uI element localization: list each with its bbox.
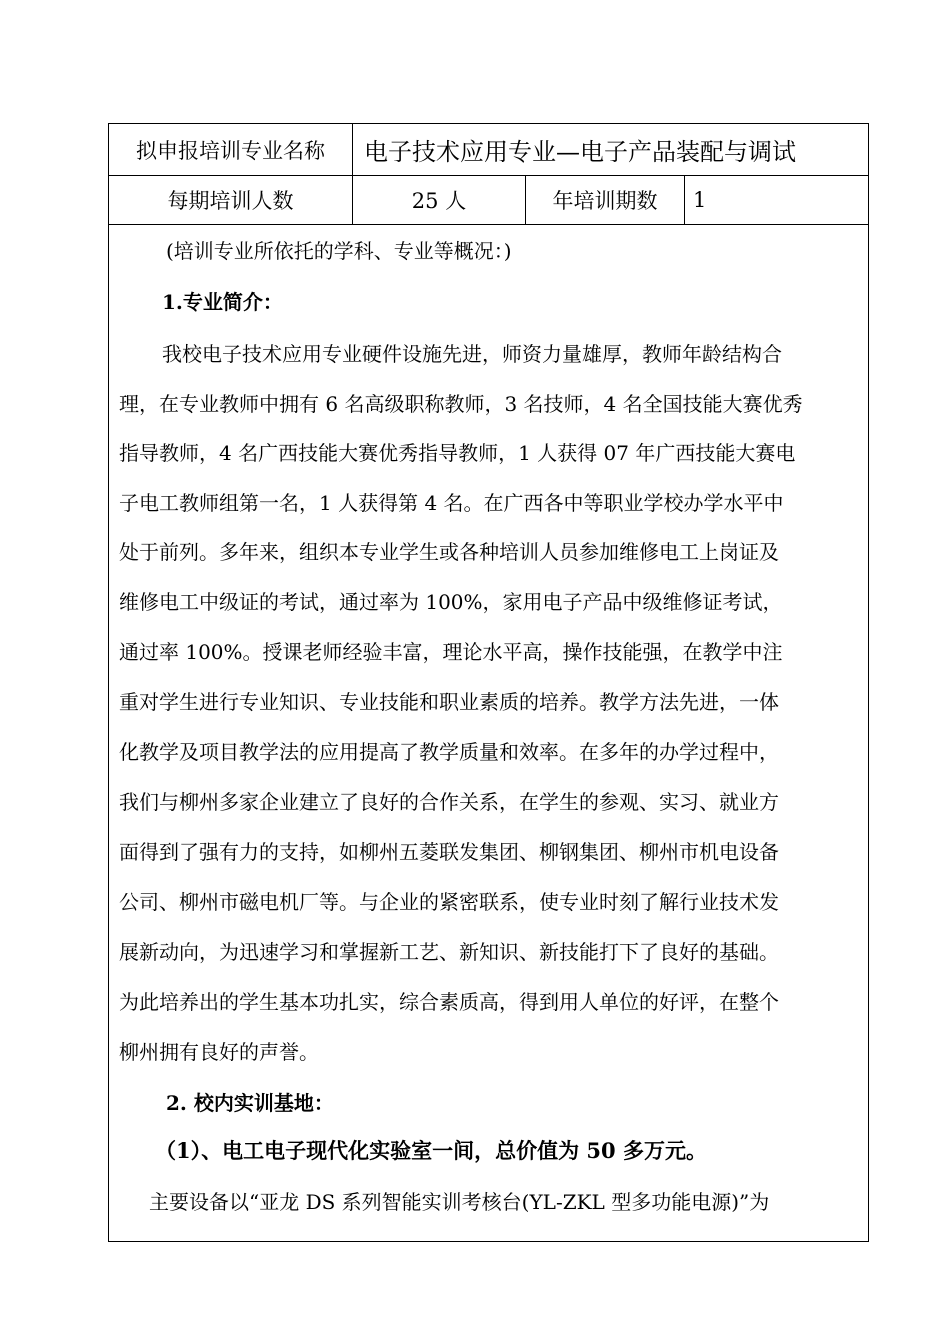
intro-text: (培训专业所依托的学科、专业等概况：) (166, 239, 512, 263)
paragraph-line: 我们与柳州多家企业建立了良好的合作关系，在学生的参观、实习、就业方 (119, 790, 779, 814)
table-row (109, 124, 868, 176)
table-row (109, 175, 868, 225)
sessions-label: 年培训期数 (526, 175, 685, 224)
paragraph-line: 处于前列。多年来，组织本专业学生或各种培训人员参加维修电工上岗证及 (119, 540, 779, 564)
paragraph-line: 化教学及项目教学法的应用提高了教学质量和效率。在多年的办学过程中， (119, 740, 779, 764)
paragraph-line: 主要设备以“亚龙 DS 系列智能实训考核台(YL-ZKL 型多功能电源)”为 (149, 1190, 770, 1214)
paragraph-line: 维修电工中级证的考试，通过率为 100%，家用电子产品中级维修证考试， (119, 590, 783, 614)
paragraph-line: 为此培养出的学生基本功扎实，综合素质高，得到用人单位的好评，在整个 (119, 990, 779, 1014)
paragraph-line: 理，在专业教师中拥有 6 名高级职称教师，3 名技师，4 名全国技能大赛优秀 (119, 392, 803, 416)
paragraph-line: 通过率 100%。授课老师经验丰富，理论水平高，操作技能强，在教学中注 (119, 640, 783, 664)
major-name-value: 电子技术应用专业—电子产品装配与调试 (364, 138, 796, 166)
paragraph-line: 公司、柳州市磁电机厂等。与企业的紧密联系，使专业时刻了解行业技术发 (119, 890, 779, 914)
paragraph-line: 面得到了强有力的支持，如柳州五菱联发集团、柳钢集团、柳州市机电设备 (119, 840, 779, 864)
section-heading: 1.专业简介： (162, 290, 283, 314)
section-heading: 2. 校内实训基地： (166, 1091, 334, 1115)
paragraph-line: 重对学生进行专业知识、专业技能和职业素质的培养。教学方法先进，一体 (119, 690, 779, 714)
trainees-value: 25 人 (353, 175, 526, 224)
trainees-label: 每期培训人数 (109, 175, 353, 224)
subsection-heading: （1）、电工电子现代化实验室一间，总价值为 50 多万元。 (155, 1138, 707, 1163)
paragraph-line: 柳州拥有良好的声誉。 (119, 1040, 319, 1064)
paragraph-line: 子电工教师组第一名，1 人获得第 4 名。在广西各中等职业学校办学水平中 (119, 491, 784, 515)
major-name-label: 拟申报培训专业名称 (109, 124, 353, 175)
paragraph-line: 展新动向，为迅速学习和掌握新工艺、新知识、新技能打下了良好的基础。 (119, 940, 779, 964)
paragraph-line: 指导教师，4 名广西技能大赛优秀指导教师，1 人获得 07 年广西技能大赛电 (119, 441, 796, 465)
form-table (108, 123, 869, 1242)
paragraph-line: 我校电子技术应用专业硬件设施先进，师资力量雄厚，教师年龄结构合 (162, 342, 782, 366)
sessions-value: 1 (693, 187, 707, 212)
